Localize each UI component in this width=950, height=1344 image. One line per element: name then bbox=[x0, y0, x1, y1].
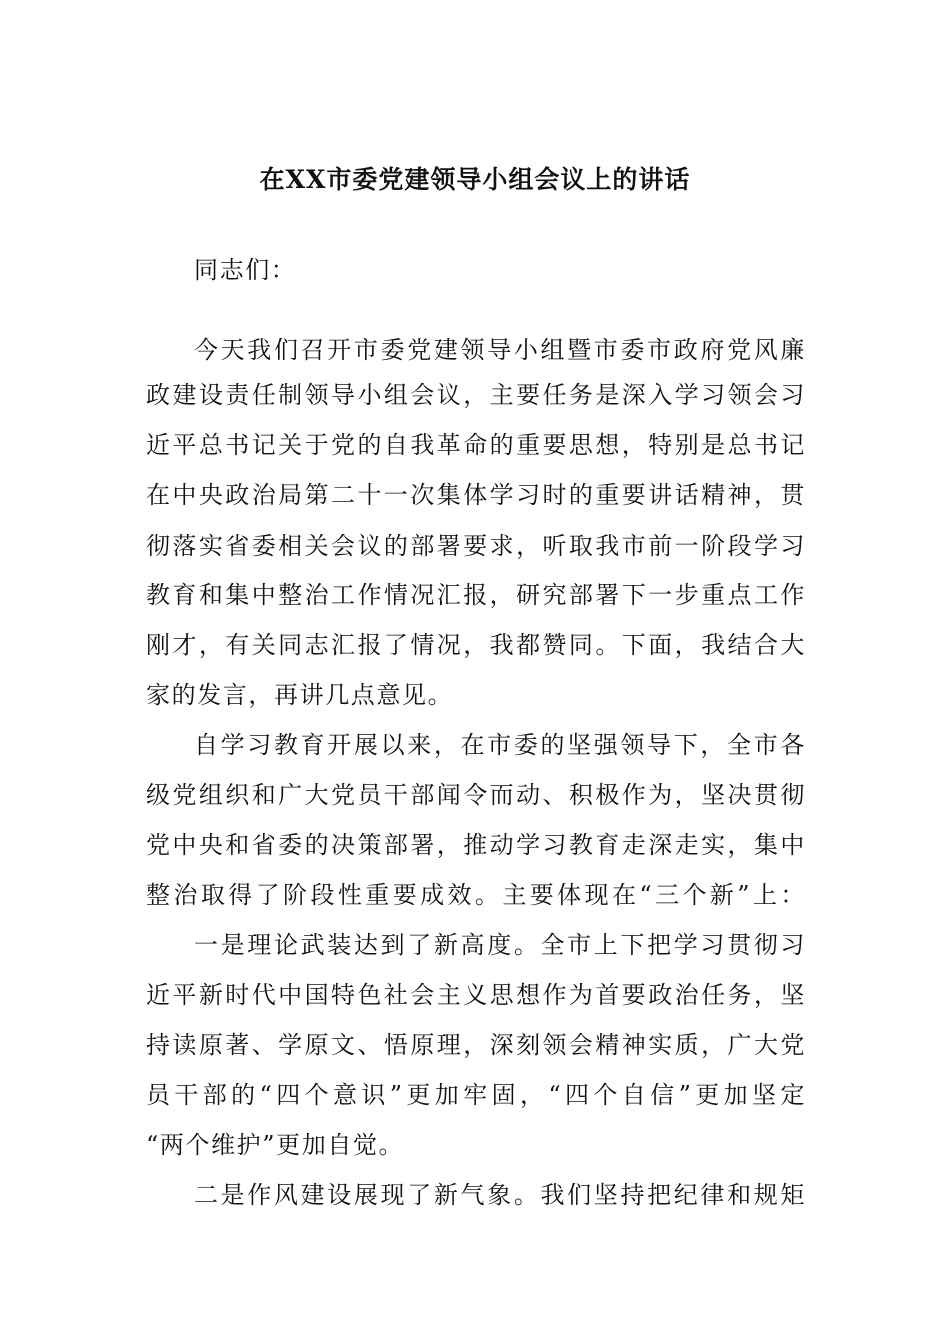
paragraph-line: 教育和集中整治工作情况汇报，研究部署下一步重点工作 bbox=[146, 581, 806, 609]
paragraph-line: 持读原著、学原文、悟原理，深刻领会精神实质，广大党 bbox=[146, 1031, 806, 1059]
paragraph-line: 近平总书记关于党的自我革命的重要思想，特别是总书记 bbox=[146, 431, 806, 459]
paragraph-line: 二是作风建设展现了新气象。我们坚持把纪律和规矩 bbox=[194, 1181, 806, 1209]
paragraph-line: “两个维护”更加自觉。 bbox=[146, 1131, 405, 1159]
paragraph-line: 员干部的“四个意识”更加牢固，“四个自信”更加坚定 bbox=[146, 1081, 806, 1109]
paragraph-line: 彻落实省委相关会议的部署要求，听取我市前一阶段学习 bbox=[146, 532, 806, 560]
paragraph-line: 家的发言，再讲几点意见。 bbox=[146, 681, 454, 709]
document-title: 在XX市委党建领导小组会议上的讲话 bbox=[259, 165, 691, 194]
paragraph-line: 今天我们召开市委党建领导小组暨市委市政府党风廉 bbox=[194, 336, 806, 364]
salutation-line: 同志们： bbox=[194, 256, 297, 284]
paragraph-line: 政建设责任制领导小组会议，主要任务是深入学习领会习 bbox=[146, 381, 806, 409]
paragraph-line: 整治取得了阶段性重要成效。主要体现在“三个新”上： bbox=[146, 881, 806, 909]
paragraph-line: 在中央政治局第二十一次集体学习时的重要讲话精神，贯 bbox=[146, 481, 806, 509]
paragraph-line: 刚才，有关同志汇报了情况，我都赞同。下面，我结合大 bbox=[146, 631, 806, 659]
paragraph-line: 党中央和省委的决策部署，推动学习教育走深走实，集中 bbox=[146, 831, 806, 859]
paragraph-line: 近平新时代中国特色社会主义思想作为首要政治任务，坚 bbox=[146, 981, 806, 1009]
paragraph-line: 自学习教育开展以来，在市委的坚强领导下，全市各 bbox=[194, 731, 806, 759]
paragraph-line: 一是理论武装达到了新高度。全市上下把学习贯彻习 bbox=[194, 931, 806, 959]
paragraph-line: 级党组织和广大党员干部闻令而动、积极作为，坚决贯彻 bbox=[146, 781, 806, 809]
